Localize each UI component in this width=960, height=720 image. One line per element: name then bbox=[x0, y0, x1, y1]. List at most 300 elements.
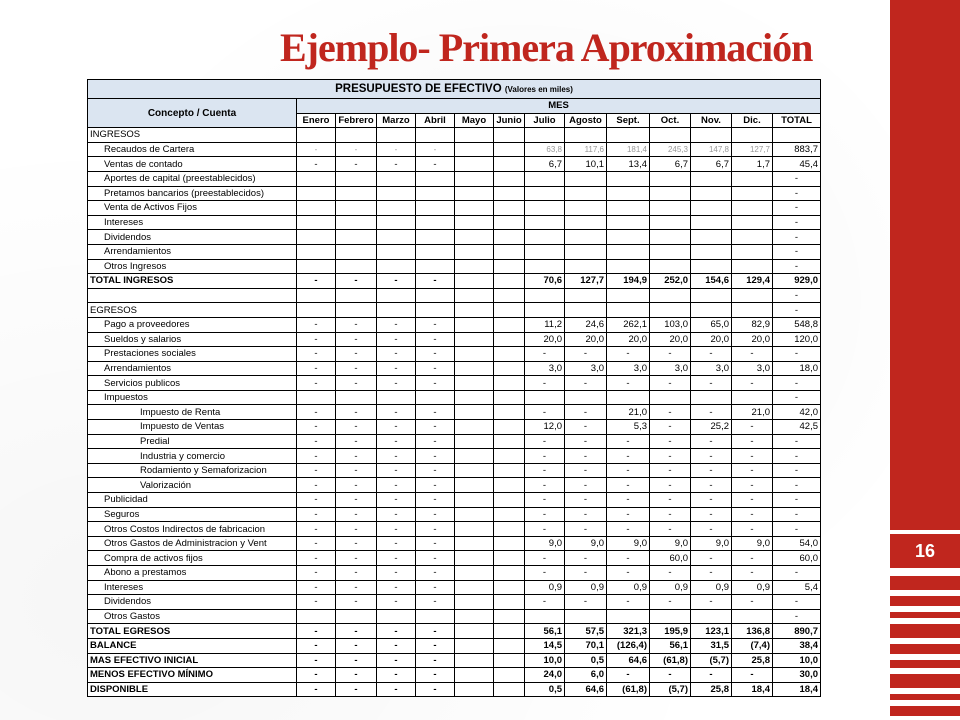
value-cell: - bbox=[607, 551, 650, 566]
value-cell: 70,1 bbox=[565, 638, 607, 653]
value-cell bbox=[336, 230, 377, 245]
row-label: Otros Costos Indirectos de fabricacion bbox=[88, 522, 297, 537]
value-cell bbox=[494, 288, 525, 303]
row-label: Seguros bbox=[88, 507, 297, 522]
side-bar-stripe bbox=[890, 694, 960, 700]
value-cell: (61,8) bbox=[650, 653, 691, 668]
value-cell bbox=[650, 244, 691, 259]
value-cell: 20,0 bbox=[650, 332, 691, 347]
cash-budget-sheet bbox=[87, 79, 821, 697]
value-cell: - bbox=[691, 478, 732, 493]
value-cell: - bbox=[336, 507, 377, 522]
value-cell: - bbox=[607, 566, 650, 581]
value-cell: - bbox=[377, 376, 416, 391]
row-label: Rodamiento y Semaforizacion bbox=[88, 463, 297, 478]
row-label: MAS EFECTIVO INICIAL bbox=[88, 653, 297, 668]
row-label: Otros Ingresos bbox=[88, 259, 297, 274]
value-cell: 20,0 bbox=[732, 332, 773, 347]
value-cell bbox=[455, 653, 494, 668]
value-cell: - bbox=[691, 463, 732, 478]
value-cell bbox=[455, 288, 494, 303]
value-cell bbox=[297, 303, 336, 318]
value-cell: - bbox=[732, 668, 773, 683]
value-cell bbox=[455, 215, 494, 230]
value-cell bbox=[416, 171, 455, 186]
value-cell: 136,8 bbox=[732, 624, 773, 639]
value-cell: - bbox=[336, 157, 377, 172]
value-cell: - bbox=[377, 157, 416, 172]
value-cell bbox=[732, 244, 773, 259]
value-cell bbox=[494, 420, 525, 435]
value-cell: - bbox=[377, 449, 416, 464]
value-cell: - bbox=[416, 668, 455, 683]
value-cell: - bbox=[297, 522, 336, 537]
value-cell: - bbox=[525, 376, 565, 391]
value-cell bbox=[377, 390, 416, 405]
value-cell: 3,0 bbox=[607, 361, 650, 376]
value-cell bbox=[525, 230, 565, 245]
value-cell: - bbox=[525, 595, 565, 610]
value-cell: 9,0 bbox=[565, 536, 607, 551]
value-cell bbox=[565, 201, 607, 216]
value-cell: - bbox=[336, 142, 377, 157]
value-cell: - bbox=[773, 507, 821, 522]
row-label: Arrendamientos bbox=[88, 244, 297, 259]
value-cell bbox=[732, 171, 773, 186]
value-cell: 120,0 bbox=[773, 332, 821, 347]
value-cell: - bbox=[297, 580, 336, 595]
value-cell: - bbox=[336, 522, 377, 537]
value-cell: - bbox=[732, 522, 773, 537]
value-cell bbox=[494, 507, 525, 522]
value-cell: - bbox=[607, 478, 650, 493]
value-cell: - bbox=[336, 638, 377, 653]
value-cell: 6,7 bbox=[650, 157, 691, 172]
row-label: EGRESOS bbox=[88, 303, 297, 318]
value-cell bbox=[455, 478, 494, 493]
value-cell bbox=[607, 390, 650, 405]
value-cell bbox=[525, 171, 565, 186]
value-cell: 12,0 bbox=[525, 420, 565, 435]
table-row bbox=[88, 682, 821, 697]
value-cell bbox=[297, 244, 336, 259]
value-cell bbox=[494, 274, 525, 289]
value-cell: 9,0 bbox=[732, 536, 773, 551]
table-row bbox=[88, 566, 821, 581]
value-cell: - bbox=[773, 347, 821, 362]
month-header-cell: Abril bbox=[416, 113, 455, 128]
value-cell: 262,1 bbox=[607, 317, 650, 332]
table-row bbox=[88, 317, 821, 332]
value-cell: 5,3 bbox=[607, 420, 650, 435]
value-cell: - bbox=[565, 478, 607, 493]
value-cell: - bbox=[691, 551, 732, 566]
row-label: Otros Gastos bbox=[88, 609, 297, 624]
value-cell: - bbox=[691, 376, 732, 391]
value-cell bbox=[416, 244, 455, 259]
value-cell: - bbox=[416, 566, 455, 581]
row-label: TOTAL INGRESOS bbox=[88, 274, 297, 289]
value-cell: - bbox=[377, 142, 416, 157]
value-cell: 63,8 bbox=[525, 142, 565, 157]
value-cell: 70,6 bbox=[525, 274, 565, 289]
table-title-main: PRESUPUESTO DE EFECTIVO bbox=[335, 82, 502, 95]
value-cell bbox=[494, 128, 525, 143]
table-row bbox=[88, 288, 821, 303]
value-cell: - bbox=[607, 522, 650, 537]
value-cell: 24,0 bbox=[525, 668, 565, 683]
value-cell: 3,0 bbox=[650, 361, 691, 376]
value-cell: 9,0 bbox=[691, 536, 732, 551]
value-cell: - bbox=[416, 522, 455, 537]
value-cell: - bbox=[565, 595, 607, 610]
value-cell bbox=[377, 303, 416, 318]
value-cell: 9,0 bbox=[607, 536, 650, 551]
value-cell bbox=[455, 551, 494, 566]
value-cell: - bbox=[377, 405, 416, 420]
value-cell: 127,7 bbox=[565, 274, 607, 289]
value-cell bbox=[377, 171, 416, 186]
value-cell bbox=[494, 230, 525, 245]
value-cell: - bbox=[650, 566, 691, 581]
row-label: Impuesto de Ventas bbox=[88, 420, 297, 435]
value-cell: - bbox=[773, 376, 821, 391]
value-cell bbox=[455, 405, 494, 420]
table-row bbox=[88, 230, 821, 245]
value-cell: 57,5 bbox=[565, 624, 607, 639]
value-cell: - bbox=[336, 317, 377, 332]
value-cell: - bbox=[525, 507, 565, 522]
value-cell: - bbox=[377, 361, 416, 376]
value-cell bbox=[455, 244, 494, 259]
period-header-row bbox=[88, 99, 821, 114]
value-cell: - bbox=[377, 638, 416, 653]
value-cell: - bbox=[565, 566, 607, 581]
value-cell: 890,7 bbox=[773, 624, 821, 639]
value-cell bbox=[416, 128, 455, 143]
value-cell: - bbox=[607, 449, 650, 464]
row-label: Dividendos bbox=[88, 595, 297, 610]
value-cell bbox=[455, 522, 494, 537]
value-cell: - bbox=[565, 405, 607, 420]
value-cell bbox=[336, 215, 377, 230]
table-row bbox=[88, 463, 821, 478]
value-cell: - bbox=[336, 449, 377, 464]
value-cell: - bbox=[297, 536, 336, 551]
value-cell bbox=[336, 201, 377, 216]
month-header-cell: Junio bbox=[494, 113, 525, 128]
value-cell: - bbox=[565, 551, 607, 566]
value-cell bbox=[525, 303, 565, 318]
table-row bbox=[88, 493, 821, 508]
value-cell: 25,8 bbox=[691, 682, 732, 697]
table-row bbox=[88, 551, 821, 566]
value-cell bbox=[525, 259, 565, 274]
value-cell: 123,1 bbox=[691, 624, 732, 639]
value-cell bbox=[732, 390, 773, 405]
value-cell: - bbox=[297, 595, 336, 610]
value-cell: 64,6 bbox=[607, 653, 650, 668]
value-cell bbox=[691, 609, 732, 624]
value-cell bbox=[565, 390, 607, 405]
value-cell: - bbox=[773, 566, 821, 581]
value-cell bbox=[455, 157, 494, 172]
value-cell: - bbox=[732, 463, 773, 478]
value-cell: 6,7 bbox=[691, 157, 732, 172]
value-cell bbox=[494, 493, 525, 508]
month-header-cell: Dic. bbox=[732, 113, 773, 128]
month-header-cell: Enero bbox=[297, 113, 336, 128]
value-cell: - bbox=[297, 463, 336, 478]
value-cell: - bbox=[773, 244, 821, 259]
value-cell bbox=[336, 244, 377, 259]
value-cell bbox=[377, 201, 416, 216]
value-cell bbox=[336, 171, 377, 186]
value-cell bbox=[494, 142, 525, 157]
value-cell: 10,0 bbox=[773, 653, 821, 668]
value-cell: (7,4) bbox=[732, 638, 773, 653]
value-cell bbox=[607, 186, 650, 201]
value-cell bbox=[732, 288, 773, 303]
value-cell bbox=[494, 522, 525, 537]
value-cell: 42,0 bbox=[773, 405, 821, 420]
value-cell bbox=[565, 171, 607, 186]
table-title-sub: (Valores en miles) bbox=[504, 84, 573, 94]
value-cell: - bbox=[416, 434, 455, 449]
table-row bbox=[88, 244, 821, 259]
table-row bbox=[88, 653, 821, 668]
value-cell bbox=[297, 259, 336, 274]
value-cell bbox=[297, 215, 336, 230]
value-cell bbox=[455, 332, 494, 347]
value-cell bbox=[607, 215, 650, 230]
value-cell: - bbox=[773, 463, 821, 478]
value-cell: - bbox=[297, 361, 336, 376]
value-cell: - bbox=[732, 420, 773, 435]
value-cell: 18,4 bbox=[732, 682, 773, 697]
value-cell: - bbox=[525, 347, 565, 362]
value-cell: - bbox=[416, 653, 455, 668]
value-cell bbox=[455, 463, 494, 478]
value-cell bbox=[377, 186, 416, 201]
value-cell: - bbox=[336, 405, 377, 420]
value-cell bbox=[336, 303, 377, 318]
table-row bbox=[88, 536, 821, 551]
value-cell: - bbox=[773, 522, 821, 537]
value-cell bbox=[494, 390, 525, 405]
value-cell bbox=[607, 128, 650, 143]
value-cell bbox=[336, 186, 377, 201]
value-cell: 9,0 bbox=[650, 536, 691, 551]
value-cell bbox=[416, 186, 455, 201]
side-bar-stripe bbox=[890, 660, 960, 668]
value-cell: 245,3 bbox=[650, 142, 691, 157]
value-cell bbox=[650, 171, 691, 186]
table-row bbox=[88, 522, 821, 537]
value-cell: - bbox=[336, 434, 377, 449]
value-cell: - bbox=[565, 434, 607, 449]
value-cell: - bbox=[336, 682, 377, 697]
row-label: Valorización bbox=[88, 478, 297, 493]
value-cell: - bbox=[416, 347, 455, 362]
value-cell: 127,7 bbox=[732, 142, 773, 157]
value-cell: - bbox=[773, 493, 821, 508]
table-row bbox=[88, 186, 821, 201]
value-cell: - bbox=[297, 682, 336, 697]
row-label: Ventas de contado bbox=[88, 157, 297, 172]
row-label: Aportes de capital (preestablecidos) bbox=[88, 171, 297, 186]
value-cell: - bbox=[377, 463, 416, 478]
value-cell bbox=[691, 230, 732, 245]
value-cell: - bbox=[297, 157, 336, 172]
value-cell: - bbox=[336, 347, 377, 362]
value-cell: - bbox=[732, 507, 773, 522]
value-cell bbox=[455, 449, 494, 464]
value-cell bbox=[377, 230, 416, 245]
row-label: DISPONIBLE bbox=[88, 682, 297, 697]
value-cell: - bbox=[416, 463, 455, 478]
value-cell bbox=[650, 259, 691, 274]
value-cell: - bbox=[525, 434, 565, 449]
row-label: BALANCE bbox=[88, 638, 297, 653]
row-label: Predial bbox=[88, 434, 297, 449]
value-cell bbox=[691, 288, 732, 303]
value-cell: - bbox=[377, 347, 416, 362]
value-cell: - bbox=[565, 493, 607, 508]
value-cell bbox=[455, 507, 494, 522]
value-cell bbox=[494, 668, 525, 683]
value-cell: - bbox=[650, 507, 691, 522]
value-cell bbox=[455, 186, 494, 201]
value-cell: - bbox=[773, 449, 821, 464]
value-cell bbox=[455, 668, 494, 683]
value-cell bbox=[336, 259, 377, 274]
month-header-cell: Sept. bbox=[607, 113, 650, 128]
value-cell bbox=[525, 609, 565, 624]
value-cell bbox=[732, 128, 773, 143]
value-cell bbox=[565, 303, 607, 318]
value-cell bbox=[455, 347, 494, 362]
value-cell: - bbox=[732, 449, 773, 464]
value-cell: - bbox=[297, 274, 336, 289]
value-cell bbox=[494, 478, 525, 493]
value-cell: - bbox=[377, 653, 416, 668]
value-cell: 82,9 bbox=[732, 317, 773, 332]
value-cell bbox=[455, 595, 494, 610]
value-cell: - bbox=[691, 595, 732, 610]
value-cell: 0,5 bbox=[525, 682, 565, 697]
value-cell bbox=[732, 186, 773, 201]
value-cell bbox=[732, 259, 773, 274]
value-cell bbox=[607, 201, 650, 216]
value-cell: - bbox=[525, 405, 565, 420]
value-cell bbox=[455, 624, 494, 639]
value-cell: - bbox=[297, 493, 336, 508]
value-cell: - bbox=[297, 638, 336, 653]
value-cell: 147,8 bbox=[691, 142, 732, 157]
slide-number: 16 bbox=[914, 540, 936, 561]
value-cell: 0,9 bbox=[650, 580, 691, 595]
value-cell: - bbox=[336, 420, 377, 435]
value-cell: - bbox=[732, 595, 773, 610]
value-cell: 21,0 bbox=[607, 405, 650, 420]
value-cell bbox=[455, 259, 494, 274]
value-cell: 0,5 bbox=[565, 653, 607, 668]
value-cell bbox=[525, 215, 565, 230]
value-cell bbox=[494, 609, 525, 624]
value-cell: - bbox=[732, 376, 773, 391]
value-cell: - bbox=[416, 551, 455, 566]
value-cell bbox=[455, 493, 494, 508]
value-cell: - bbox=[732, 493, 773, 508]
value-cell bbox=[494, 303, 525, 318]
value-cell bbox=[494, 551, 525, 566]
value-cell: 9,0 bbox=[525, 536, 565, 551]
value-cell: 195,9 bbox=[650, 624, 691, 639]
value-cell bbox=[416, 215, 455, 230]
row-label bbox=[88, 288, 297, 303]
value-cell: - bbox=[650, 478, 691, 493]
value-cell bbox=[416, 201, 455, 216]
row-label: Dividendos bbox=[88, 230, 297, 245]
value-cell: - bbox=[377, 595, 416, 610]
month-header-cell: Febrero bbox=[336, 113, 377, 128]
table-title-row bbox=[88, 80, 821, 99]
value-cell bbox=[494, 347, 525, 362]
value-cell bbox=[565, 215, 607, 230]
value-cell: 31,5 bbox=[691, 638, 732, 653]
value-cell bbox=[650, 201, 691, 216]
value-cell: - bbox=[416, 507, 455, 522]
value-cell: - bbox=[297, 434, 336, 449]
value-cell: 25,8 bbox=[732, 653, 773, 668]
row-label: Sueldos y salarios bbox=[88, 332, 297, 347]
value-cell: - bbox=[336, 668, 377, 683]
value-cell: 38,4 bbox=[773, 638, 821, 653]
value-cell bbox=[416, 259, 455, 274]
side-bar-stripe bbox=[890, 576, 960, 590]
value-cell bbox=[494, 653, 525, 668]
value-cell: 20,0 bbox=[565, 332, 607, 347]
value-cell: - bbox=[773, 303, 821, 318]
value-cell: 129,4 bbox=[732, 274, 773, 289]
value-cell: - bbox=[691, 507, 732, 522]
value-cell: 10,0 bbox=[525, 653, 565, 668]
month-header-cell: Oct. bbox=[650, 113, 691, 128]
value-cell: 24,6 bbox=[565, 317, 607, 332]
value-cell bbox=[455, 376, 494, 391]
value-cell bbox=[494, 580, 525, 595]
value-cell: - bbox=[525, 522, 565, 537]
value-cell bbox=[297, 609, 336, 624]
value-cell: - bbox=[607, 493, 650, 508]
value-cell: - bbox=[416, 682, 455, 697]
value-cell bbox=[691, 215, 732, 230]
month-header-cell: Agosto bbox=[565, 113, 607, 128]
table-row bbox=[88, 449, 821, 464]
value-cell: - bbox=[297, 376, 336, 391]
month-header-cell: Julio bbox=[525, 113, 565, 128]
value-cell: - bbox=[336, 332, 377, 347]
value-cell: - bbox=[773, 201, 821, 216]
value-cell: - bbox=[565, 522, 607, 537]
row-label: MENOS EFECTIVO MÍNIMO bbox=[88, 668, 297, 683]
value-cell bbox=[494, 463, 525, 478]
value-cell bbox=[455, 580, 494, 595]
value-cell: - bbox=[607, 668, 650, 683]
value-cell: - bbox=[607, 434, 650, 449]
row-label: Industria y comercio bbox=[88, 449, 297, 464]
